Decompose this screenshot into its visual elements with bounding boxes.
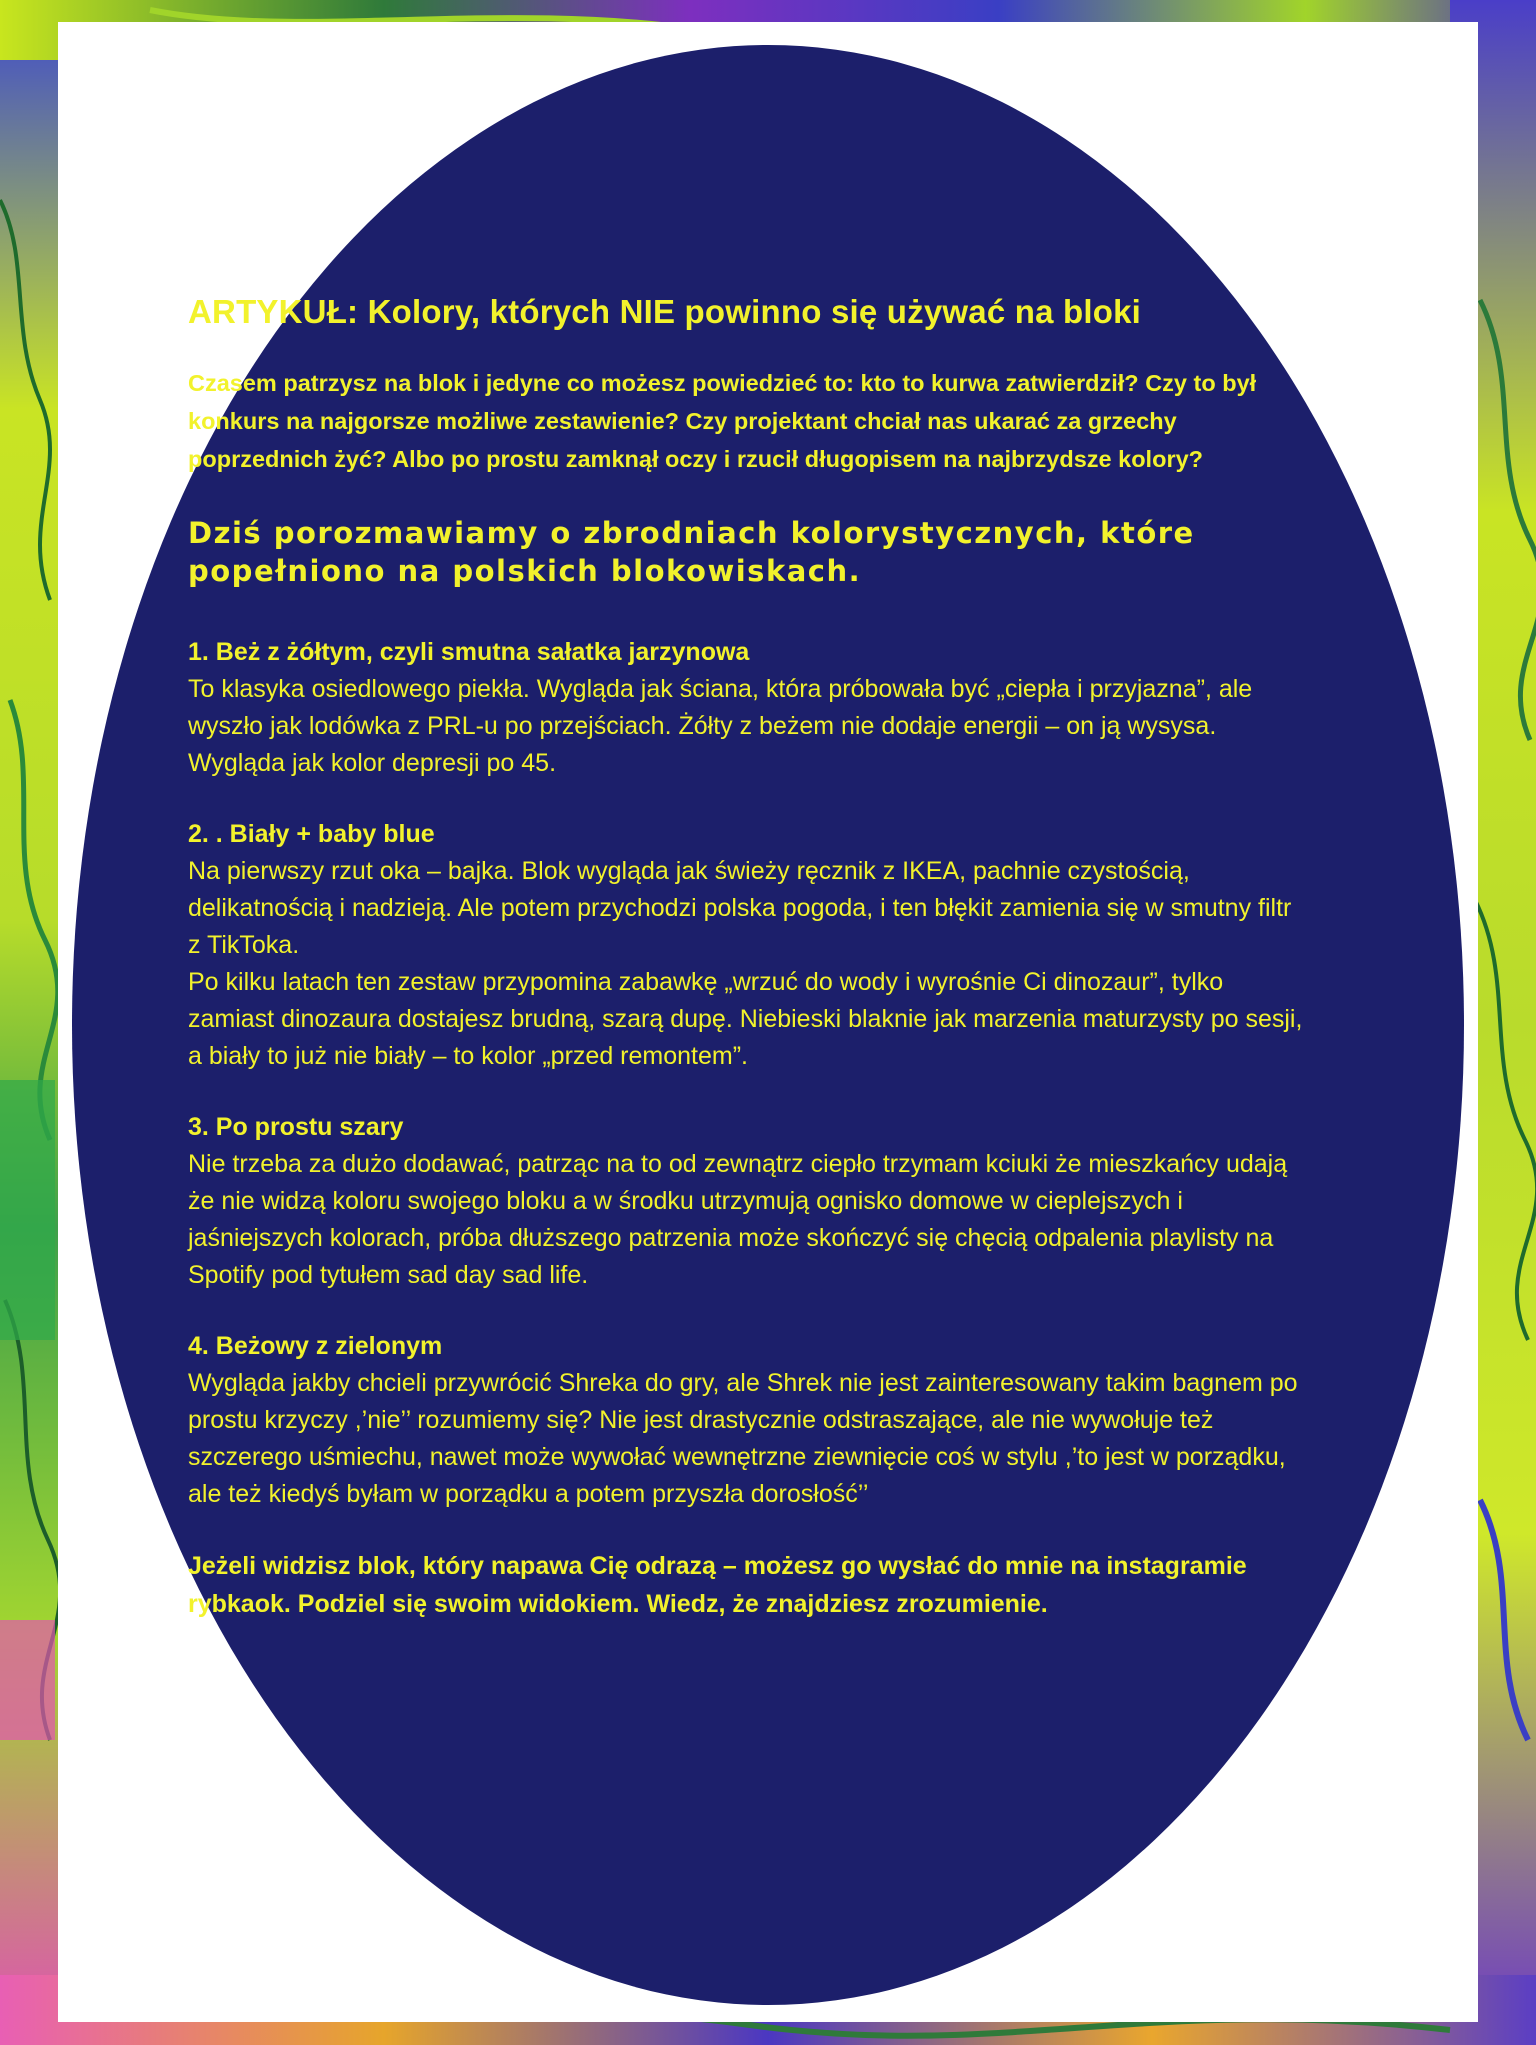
section-heading: 1. Beż z żółtym, czyli smutna sałatka jarzynowa [188,638,750,666]
section-3 [188,1109,1308,1294]
article-outro: Jeżeli widzisz blok, który napawa Cię odrazą – możesz go wysłać do mnie na instagramie rybkaok. Podziel się swoim widokiem. Wiedz, że znajdziesz zrozumienie. [188,1552,1247,1618]
section-2 [188,816,1308,1075]
section-1 [188,634,1308,782]
article-title: ARTYKUŁ: Kolory, których NIE powinno się używać na bloki [188,293,1142,330]
article-lead: Dziś porozmawiamy o zbrodniach kolorystycznych, które popełniono na polskich blokowiskach. [188,516,1195,588]
section-heading: 2. . Biały + baby blue [188,820,435,848]
section-4 [188,1328,1308,1513]
section-body: Na pierwszy rzut oka – bajka. Blok wygląda jak świeży ręcznik z IKEA, pachnie czystością, delikatnością i nadzieją. Ale potem przychodzi polska pogoda, i ten błękit zamienia się w smutny filtr z TikToka. [188,857,1292,959]
section-heading: 3. Po prostu szary [188,1113,404,1141]
section-body: To klasyka osiedlowego piekła. Wygląda jak ściana, która próbowała być „ciepła i przyjazna”, ale wyszło jak lodówka z PRL-u po przejściach. Żółty z beżem nie dodaje energii – on ją wysysa. Wygląda jak kolor depresji po 45. [188,675,1253,777]
article-intro: Czasem patrzysz na blok i jedyne co możesz powiedzieć to: kto to kurwa zatwierdził? Czy to był konkurs na najgorsze możliwe zestawienie? Czy projektant chciał nas ukarać za grzechy poprzednich żyć? Albo po prostu zamknął oczy i rzucił długopisem na najbrzydsze kolory? [188,370,1257,472]
section-heading: 4. Beżowy z zielonym [188,1332,443,1360]
section-body-continued: Po kilku latach ten zestaw przypomina zabawkę „wrzuć do wody i wyrośnie Ci dinozaur”, tylko zamiast dinozaura dostajesz brudną, szarą dupę. Niebieski blaknie jak marzenia maturzysty po sesji, a biały to już nie biały – to kolor „przed remontem”. [188,968,1303,1070]
section-body: Nie trzeba za dużo dodawać, patrząc na to od zewnątrz ciepło trzymam kciuki że mieszkańcy udają że nie widzą koloru swojego bloku a w środku utrzymują ognisko domowe w cieplejszych i jaśniejszych kolorach, próba dłuższego patrzenia może skończyć się chęcią odpalenia playlisty na Spotify pod tytułem sad day sad life. [188,1150,1288,1289]
article [188,290,1308,1623]
section-body: Wygląda jakby chcieli przywrócić Shreka do gry, ale Shrek nie jest zainteresowany takim bagnem po prostu krzyczy ,’nie’’ rozumiemy się? Nie jest drastycznie odstraszające, ale nie wywołuje też szczerego uśmiechu, nawet może wywołać wewnętrzne ziewnięcie coś w stylu ,’to jest w porządku, ale też kiedyś byłam w porządku a potem przyszła dorosłość’’ [188,1369,1298,1508]
